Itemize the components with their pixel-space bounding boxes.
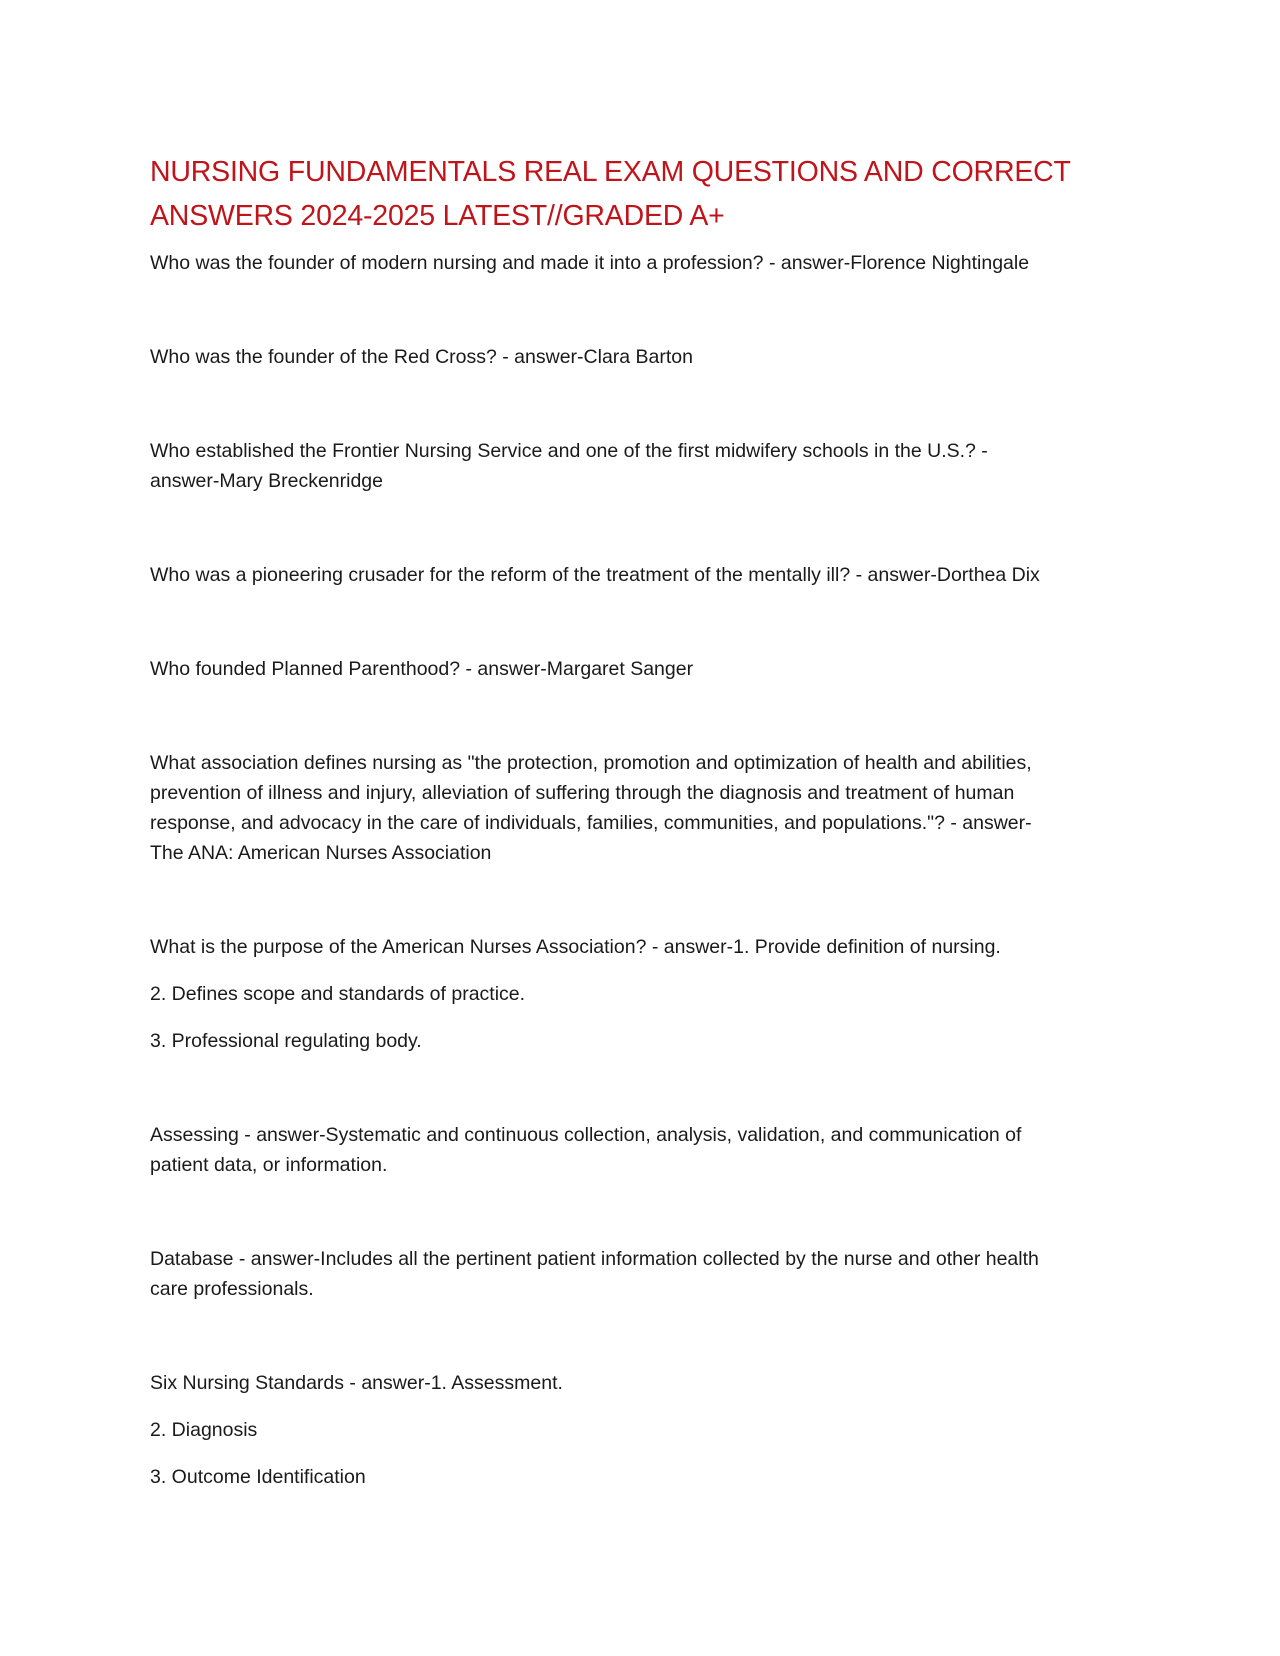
- qa-line: care professionals.: [150, 1278, 314, 1300]
- qa-line: Who established the Frontier Nursing Service and one of the first midwifery schools in the U.S.? -: [150, 440, 988, 462]
- qa-entry-3: [150, 436, 1140, 496]
- document-title: [150, 150, 1140, 238]
- qa-line: prevention of illness and injury, alleviation of suffering through the diagnosis and treatment of human: [150, 782, 1015, 804]
- qa-entry-2: [150, 342, 1140, 372]
- qa-entry-5: [150, 654, 1140, 684]
- qa-entry-8: [150, 1120, 1140, 1180]
- qa-line: What association defines nursing as "the protection, promotion and optimization of health and abilities,: [150, 752, 1032, 774]
- qa-line: The ANA: American Nurses Association: [150, 842, 492, 864]
- qa-line: Assessing - answer-Systematic and continuous collection, analysis, validation, and communication of: [150, 1124, 1022, 1146]
- document-page: [150, 150, 1140, 1556]
- qa-line: Database - answer-Includes all the pertinent patient information collected by the nurse and other health: [150, 1248, 1039, 1270]
- qa-text: [150, 748, 1140, 868]
- qa-entry-1: [150, 248, 1140, 278]
- qa-text: [150, 1120, 1140, 1180]
- qa-text: Six Nursing Standards - answer-1. Assessment.: [150, 1372, 563, 1394]
- qa-list-item: 2. Defines scope and standards of practice.: [150, 983, 526, 1005]
- qa-entry-10: [150, 1368, 1140, 1492]
- qa-line: patient data, or information.: [150, 1154, 388, 1176]
- qa-text: [150, 436, 1140, 496]
- qa-entry-9: [150, 1244, 1140, 1304]
- qa-entry-4: [150, 560, 1140, 590]
- qa-text: [150, 1244, 1140, 1304]
- qa-text: What is the purpose of the American Nurses Association? - answer-1. Provide definition of nursing.: [150, 936, 1001, 958]
- qa-list-item: 3. Professional regulating body.: [150, 1030, 422, 1052]
- qa-line: response, and advocacy in the care of individuals, families, communities, and populations."? - answer-: [150, 812, 1032, 834]
- qa-text: Who was the founder of the Red Cross? - answer-Clara Barton: [150, 346, 694, 368]
- qa-text: Who was a pioneering crusader for the reform of the treatment of the mentally ill? - answer-Dorthea Dix: [150, 564, 1040, 586]
- qa-list-item: 3. Outcome Identification: [150, 1466, 366, 1488]
- title-line-1: NURSING FUNDAMENTALS REAL EXAM QUESTIONS AND CORRECT: [150, 156, 1071, 188]
- qa-text: Who founded Planned Parenthood? - answer-Margaret Sanger: [150, 658, 694, 680]
- qa-entry-6: [150, 748, 1140, 868]
- qa-list-item: 2. Diagnosis: [150, 1419, 258, 1441]
- qa-text: Who was the founder of modern nursing and made it into a profession? - answer-Florence Nightingale: [150, 252, 1030, 274]
- qa-line: answer-Mary Breckenridge: [150, 470, 384, 492]
- qa-entry-7: [150, 932, 1140, 1056]
- title-line-2: ANSWERS 2024-2025 LATEST//GRADED A+: [150, 200, 725, 232]
